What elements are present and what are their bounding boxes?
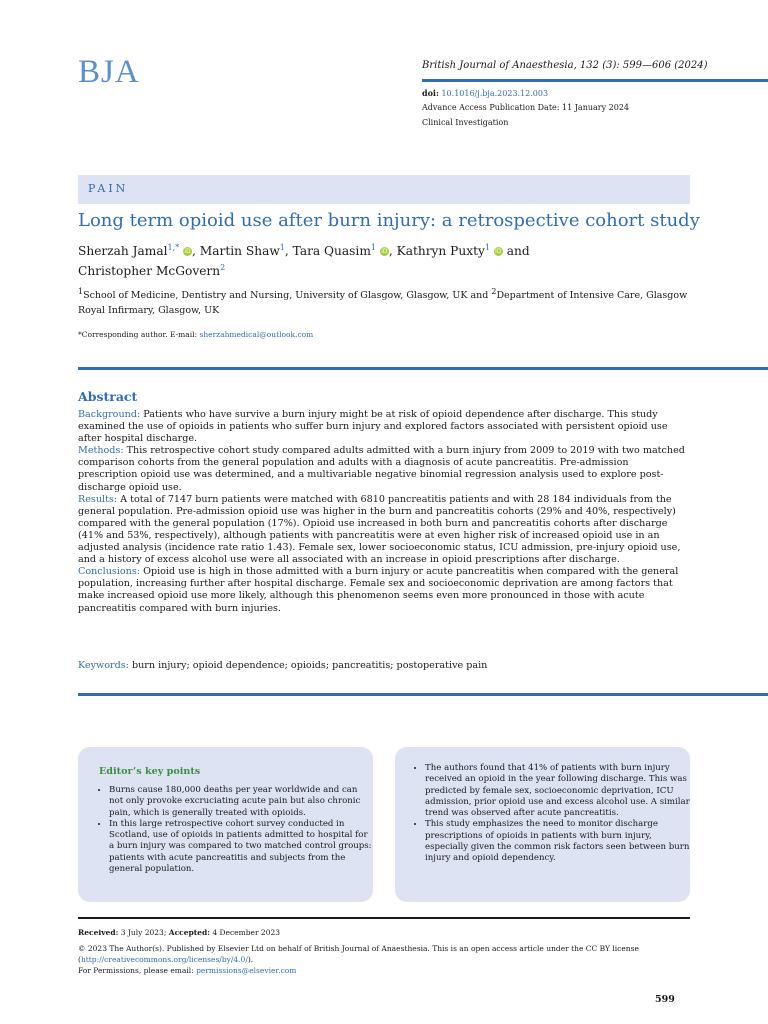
author-affiliation-marker: 1 [370,242,376,252]
abstract-rule-bottom [78,693,768,696]
copyright-notice [78,943,690,965]
keywords-text: burn injury; opioid dependence; opioids; pancreatitis; postoperative pain [128,660,488,671]
key-point-item: • In this large retrospective cohort survey conducted in Scotland, use of opioids in patients admitted to hospital for a burn injury was compared to two matched control groups: patients with acute pancreatitis and subjects from the general population. [109,819,374,875]
section-label: PAIN [88,182,129,195]
received-date: 3 July 2023; [118,928,169,937]
journal-citation: British Journal of Anaesthesia, 132 (3): 599—606 (2024) [422,60,708,71]
author-affiliation-marker: 2 [220,262,226,272]
key-points-list-right [414,763,691,865]
footer-rule [78,917,690,919]
abstract-background [78,409,690,445]
author-joiner: and [506,244,530,258]
methods-text: This retrospective cohort study compared adults admitted with a burn injury from 2009 to 2019 with two matched comparison cohorts from the general population and adults with a diagnosis of acute pancreatitis. Pre-admission prescription opioid use was determined, and a multivariable negative binomial regression analysis used to explore post-discharge opioid use. [78,445,685,493]
key-point-item: • Burns cause 180,000 deaths per year worldwide and can not only provoke excruciating acute pain but also chronic pain, which is generally treated with opioids. [109,785,374,819]
doi-label: doi: [422,88,439,98]
affiliations [78,288,698,318]
received-label: Received: [78,928,119,937]
background-heading: Background: [78,409,141,420]
keywords-heading: Keywords: [78,660,129,671]
orcid-icon[interactable]: iD [184,248,191,255]
abstract-body [78,409,690,615]
header-rule [422,79,768,82]
abstract-rule-top [78,367,768,370]
received-accepted-dates [78,928,280,937]
key-points-heading: Editor’s key points [99,766,201,777]
orcid-icon[interactable]: iD [381,248,388,255]
doi-link[interactable]: 10.1016/j.bja.2023.12.003 [441,89,549,98]
journal-logo: BJA [78,54,140,90]
section-band [78,175,690,204]
abstract-conclusions [78,566,690,614]
doi-line [422,88,548,98]
author-name[interactable]: Sherzah Jamal [78,244,168,258]
article-type: Clinical Investigation [422,118,509,127]
author-name[interactable]: Tara Quasim [292,244,371,258]
author-name[interactable]: Christopher McGovern [78,264,221,278]
orcid-icon[interactable]: iD [495,248,502,255]
affiliation-marker: 1 [78,286,84,296]
results-text: A total of 7147 burn patients were matched with 6810 pancreatitis patients and with 28 184 individuals from the general population. Pre-admission opioid use was higher in the burn and pancreatitis cohorts (29% and 40%, respectively) compared with the general population (17%). Opioid use increased in both burn and pancreatitis cohorts after discharge (41% and 53%, respectively), although patients with pancreatitis were at even higher risk of increased opioid use in an adjusted analysis (incidence rate ratio 1.43). Female sex, lower socioeconomic status, ICU admission, pre-injury opioid use, and a history of excess alcohol use were all associated with an increase in opioid prescriptions after discharge. [78,493,681,566]
abstract-heading: Abstract [78,389,138,404]
affiliation-marker: 2 [491,286,497,296]
background-text: Patients who have survive a burn injury might be at risk of opioid dependence after discharge. This study examined the use of opioids in patients who suffer burn injury and explored factors associated with persistent opioid use after hospital discharge. [78,409,668,445]
abstract-methods [78,445,690,493]
license-link[interactable]: http://creativecommons.org/licenses/by/4.0/ [80,955,248,964]
corresponding-label: *Corresponding author. E-mail: [78,330,200,339]
affiliation-text: School of Medicine, Dentistry and Nursing, University of Glasgow, Glasgow, UK and [83,290,492,301]
conclusions-text: Opioid use is high in those admitted with a burn injury or acute pancreatitis when compared with the general population, increasing further after hospital discharge. Female sex and socioeconomic deprivation are among factors that make increased opioid use more likely, although this phenomenon seems even more pronounced in those with acute pancreatitis compared with burn injuries. [78,566,679,614]
permissions-email-link[interactable]: permissions@elsevier.com [196,966,297,975]
permissions-label: For Permissions, please email: [78,966,197,975]
key-point-item: • This study emphasizes the need to monitor discharge prescriptions of opioids in patients with burn injury, especially given the common risk factors seen between burn injury and opioid dependency. [425,819,691,864]
affiliation-text: Department of Intensive Care, Glasgow Royal Infirmary, Glasgow, UK [78,290,688,316]
accepted-date: 4 December 2023 [209,928,281,937]
corresponding-email-link[interactable]: sherzahmedical@outlook.com [199,330,314,339]
accepted-label: Accepted: [168,928,210,937]
copyright-end: ). [247,955,254,964]
keywords [78,660,487,671]
key-point-item: • The authors found that 41% of patients with burn injury received an opioid in the year following discharge. This was predicted by female sex, socioeconomic deprivation, ICU admission, prior opioid use and excess alcohol use. A similar trend was observed after acute pancreatitis. [425,763,691,819]
methods-heading: Methods: [78,445,124,457]
author-affiliation-marker: 1,* [167,242,180,252]
key-points-list-left [98,785,374,875]
copyright-text: © 2023 The Author(s). Published by Elsevier Ltd on behalf of British Journal of Anaesthesia. This is an open access article under the CC BY license ( [78,944,639,964]
article-title: Long term opioid use after burn injury: a retrospective cohort study [78,210,700,231]
author-name[interactable]: Kathryn Puxty [396,244,485,258]
author-list: Sherzah Jamal$^{1,*}$ iD, Martin Shaw$^1$, Tara Quasim$^1$ iD, Kathryn Puxty$^1$ iD and Christopher McGovern$^2$ [78,242,530,278]
corresponding-author [78,330,313,339]
author-name[interactable]: Martin Shaw [199,244,280,258]
page-number: 599 [655,994,675,1005]
publication-date: Advance Access Publication Date: 11 January 2024 [422,103,630,112]
author-affiliation-marker: 1 [279,242,285,252]
permissions-line [78,966,296,975]
results-heading: Results: [78,493,118,505]
author-affiliation-marker: 1 [484,242,490,252]
conclusions-heading: Conclusions: [78,566,141,578]
abstract-results [78,494,690,567]
